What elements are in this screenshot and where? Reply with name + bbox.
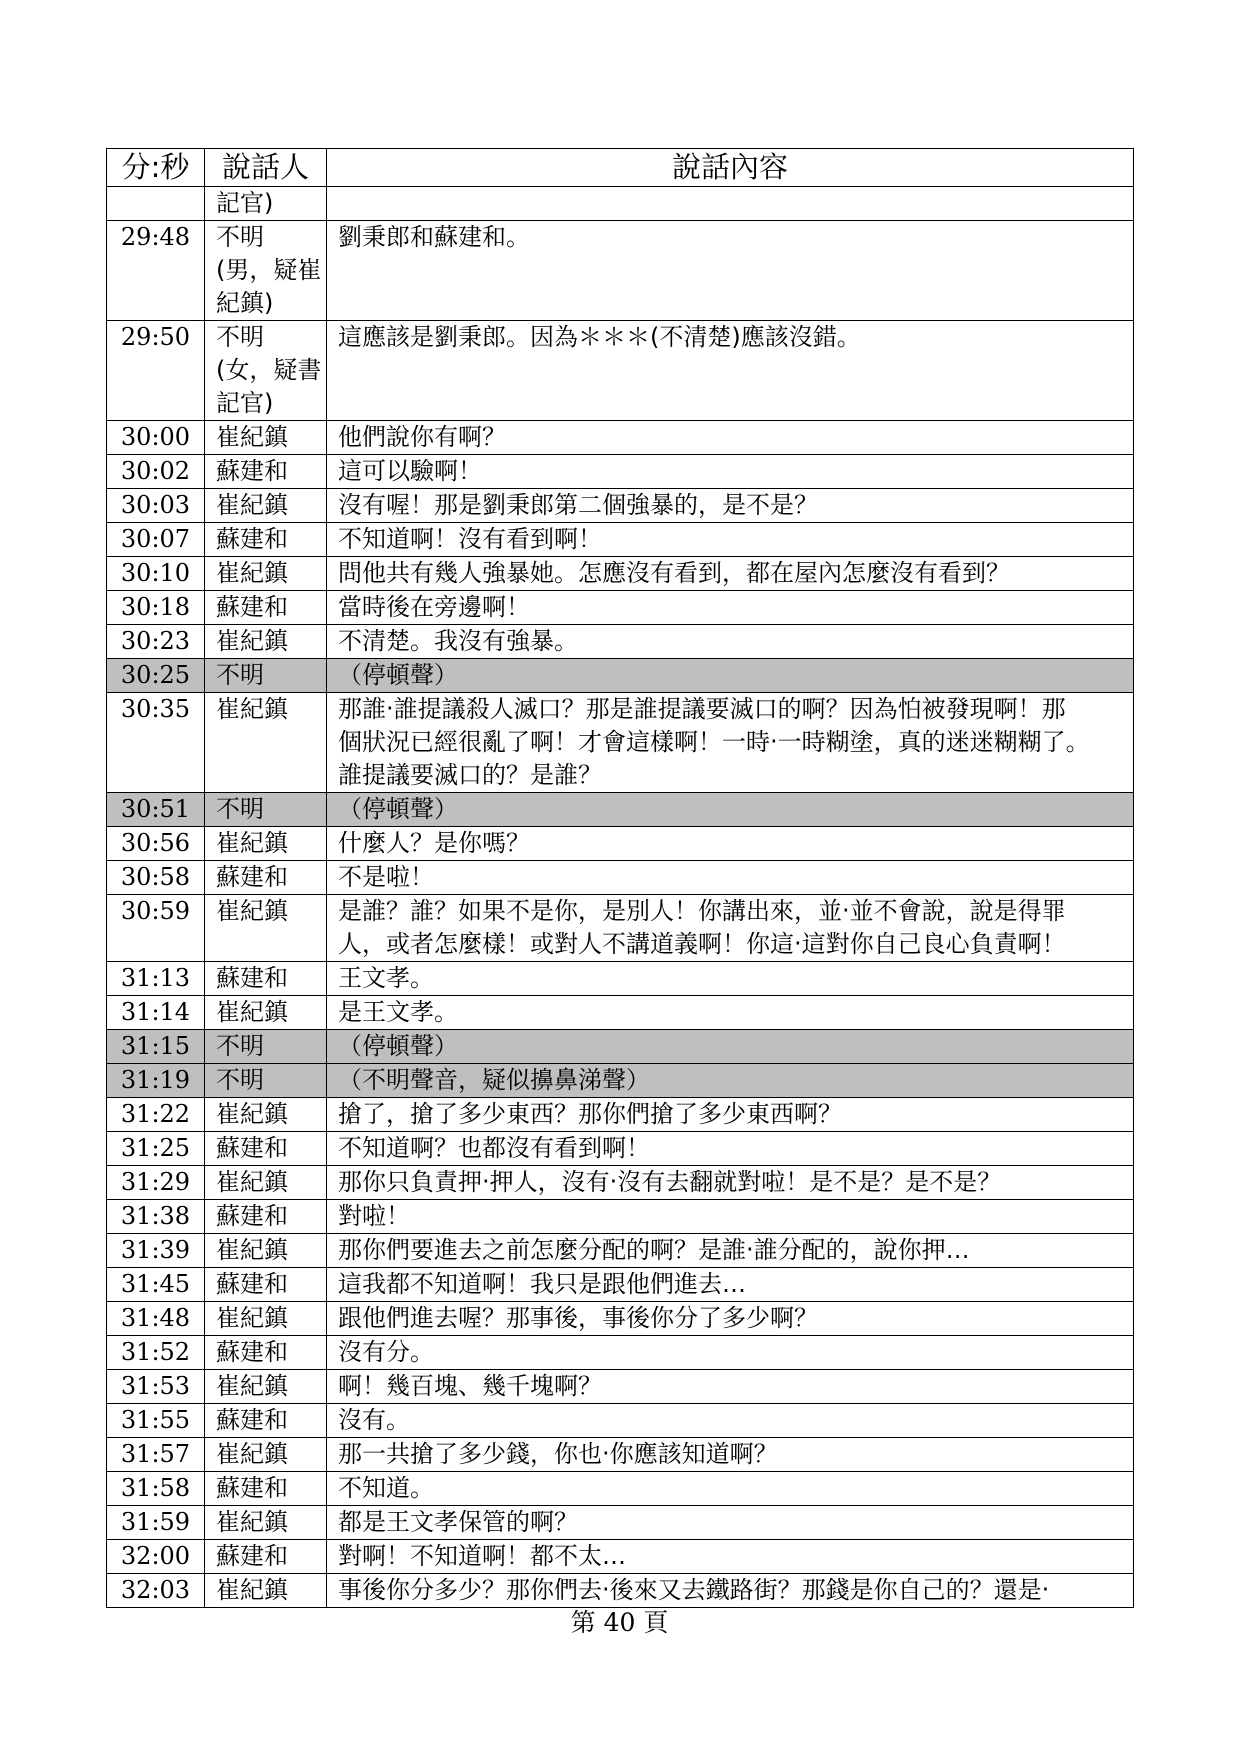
speaker-line: 崔紀鎮 [216, 1304, 288, 1332]
content-cell [327, 1200, 1134, 1234]
content-cell [327, 187, 1134, 221]
content-cell [327, 962, 1134, 996]
content-line: 他們說你有啊？ [338, 423, 506, 451]
content-line: 對啦！ [338, 1202, 410, 1230]
speaker-cell [205, 962, 327, 996]
time-cell: 30:58 [107, 861, 205, 895]
content-cell [327, 659, 1134, 693]
table-row [107, 1302, 1134, 1336]
speaker-cell [205, 625, 327, 659]
speaker-cell [205, 455, 327, 489]
speaker-line: 蘇建和 [216, 863, 288, 891]
speaker-line: 不明 [216, 223, 264, 251]
time-cell: 31:53 [107, 1370, 205, 1404]
speaker-cell [205, 1370, 327, 1404]
speaker-cell [205, 1200, 327, 1234]
content-cell [327, 1268, 1134, 1302]
speaker-cell [205, 1472, 327, 1506]
table-row [107, 1336, 1134, 1370]
speaker-cell [205, 1098, 327, 1132]
time-cell: 30:59 [107, 895, 205, 962]
content-cell [327, 1404, 1134, 1438]
content-cell [327, 625, 1134, 659]
table-row [107, 895, 1134, 962]
table-row [107, 1166, 1134, 1200]
speaker-line: 崔紀鎮 [216, 559, 288, 587]
speaker-line: 崔紀鎮 [216, 1168, 288, 1196]
time-cell: 30:10 [107, 557, 205, 591]
speaker-cell [205, 1132, 327, 1166]
table-row [107, 1268, 1134, 1302]
table-row [107, 557, 1134, 591]
header-content: 說話內容 [327, 149, 1134, 187]
time-cell: 30:25 [107, 659, 205, 693]
speaker-cell [205, 1064, 327, 1098]
time-cell: 30:51 [107, 793, 205, 827]
content-line: 那一共搶了多少錢，你也‧你應該知道啊？ [338, 1440, 778, 1468]
speaker-cell [205, 1166, 327, 1200]
speaker-line: 蘇建和 [216, 1542, 288, 1570]
speaker-line: 蘇建和 [216, 457, 288, 485]
content-cell [327, 1540, 1134, 1574]
content-cell [327, 1166, 1134, 1200]
content-line: （不明聲音，疑似擤鼻涕聲） [338, 1066, 650, 1094]
content-cell [327, 693, 1134, 793]
speaker-line: 記官) [216, 389, 274, 417]
header-time: 分:秒 [107, 149, 205, 187]
content-line: 這應該是劉秉郎。因為＊＊＊(不清楚)應該沒錯。 [338, 323, 861, 351]
content-line: 不知道啊？也都沒有看到啊！ [338, 1134, 650, 1162]
speaker-cell [205, 421, 327, 455]
content-line: 不知道。 [338, 1474, 434, 1502]
content-cell [327, 523, 1134, 557]
content-cell [327, 895, 1134, 962]
table-row [107, 455, 1134, 489]
content-line: 不清楚。我沒有強暴。 [338, 627, 578, 655]
speaker-line: 蘇建和 [216, 525, 288, 553]
speaker-line: 蘇建和 [216, 1202, 288, 1230]
content-cell [327, 1506, 1134, 1540]
time-cell: 31:48 [107, 1302, 205, 1336]
speaker-cell [205, 1268, 327, 1302]
speaker-line: 崔紀鎮 [216, 1236, 288, 1264]
speaker-cell [205, 591, 327, 625]
speaker-cell [205, 1540, 327, 1574]
speaker-line: 不明 [216, 795, 264, 823]
table-row [107, 187, 1134, 221]
table-row [107, 321, 1134, 421]
table-row [107, 1200, 1134, 1234]
speaker-line: 崔紀鎮 [216, 1508, 288, 1536]
time-cell: 30:07 [107, 523, 205, 557]
speaker-cell [205, 996, 327, 1030]
content-line: 那誰‧誰提議殺人滅口？那是誰提議要滅口的啊？因為怕被發現啊！那 [338, 695, 1066, 723]
time-cell: 30:18 [107, 591, 205, 625]
content-line: 不知道啊！沒有看到啊！ [338, 525, 602, 553]
content-line: 不是啦！ [338, 863, 434, 891]
content-line: 事後你分多少？那你們去‧後來又去鐵路街？那錢是你自己的？還是‧ [338, 1576, 1050, 1604]
content-cell [327, 1472, 1134, 1506]
content-cell [327, 793, 1134, 827]
speaker-line: 蘇建和 [216, 1338, 288, 1366]
content-line: 啊！幾百塊、幾千塊啊？ [338, 1372, 602, 1400]
table-row [107, 489, 1134, 523]
table-row [107, 693, 1134, 793]
speaker-cell [205, 1438, 327, 1472]
time-cell: 31:39 [107, 1234, 205, 1268]
table-row [107, 1506, 1134, 1540]
header-speaker: 說話人 [205, 149, 327, 187]
content-cell [327, 1030, 1134, 1064]
content-line: 對啊！不知道啊！都不太… [338, 1542, 626, 1570]
time-cell: 31:22 [107, 1098, 205, 1132]
speaker-cell [205, 693, 327, 793]
content-cell [327, 455, 1134, 489]
content-line: 當時後在旁邊啊！ [338, 593, 530, 621]
table-row [107, 793, 1134, 827]
content-cell [327, 321, 1134, 421]
speaker-line: 不明 [216, 1032, 264, 1060]
content-cell [327, 557, 1134, 591]
content-line: （停頓聲） [338, 661, 458, 689]
speaker-line: 蘇建和 [216, 1270, 288, 1298]
content-line: 劉秉郎和蘇建和。 [338, 223, 530, 251]
table-row [107, 1370, 1134, 1404]
time-cell: 31:29 [107, 1166, 205, 1200]
time-cell: 30:23 [107, 625, 205, 659]
speaker-cell [205, 1234, 327, 1268]
content-cell [327, 221, 1134, 321]
content-cell [327, 1370, 1134, 1404]
time-cell: 30:00 [107, 421, 205, 455]
speaker-line: 崔紀鎮 [216, 998, 288, 1026]
speaker-line: 崔紀鎮 [216, 1576, 288, 1604]
speaker-cell [205, 1404, 327, 1438]
time-cell: 31:45 [107, 1268, 205, 1302]
speaker-line: 蘇建和 [216, 593, 288, 621]
speaker-line: 崔紀鎮 [216, 423, 288, 451]
content-cell [327, 489, 1134, 523]
content-cell [327, 591, 1134, 625]
content-line: 人，或者怎麼樣！或對人不講道義啊！你這‧這對你自己良心負責啊！ [338, 930, 1066, 958]
speaker-line: 蘇建和 [216, 964, 288, 992]
speaker-cell [205, 861, 327, 895]
speaker-line: 蘇建和 [216, 1134, 288, 1162]
table-row [107, 1132, 1134, 1166]
content-line: 沒有分。 [338, 1338, 434, 1366]
time-cell: 31:38 [107, 1200, 205, 1234]
page-number: 第 40 頁 [570, 1608, 669, 1637]
table-row [107, 1234, 1134, 1268]
table-row [107, 996, 1134, 1030]
table-row [107, 1030, 1134, 1064]
content-line: 都是王文孝保管的啊？ [338, 1508, 578, 1536]
content-cell [327, 1098, 1134, 1132]
transcript-table [106, 148, 1134, 1608]
time-cell: 31:25 [107, 1132, 205, 1166]
table-row [107, 827, 1134, 861]
content-cell [327, 1438, 1134, 1472]
table-row [107, 523, 1134, 557]
time-cell: 32:03 [107, 1574, 205, 1608]
speaker-line: 崔紀鎮 [216, 897, 288, 925]
table-row [107, 1098, 1134, 1132]
time-cell: 31:55 [107, 1404, 205, 1438]
content-cell [327, 1234, 1134, 1268]
speaker-cell [205, 895, 327, 962]
speaker-cell [205, 321, 327, 421]
content-line: 什麼人？是你嗎？ [338, 829, 530, 857]
speaker-cell [205, 1336, 327, 1370]
content-line: 是王文孝。 [338, 998, 458, 1026]
time-cell: 30:03 [107, 489, 205, 523]
content-line: 搶了，搶了多少東西？那你們搶了多少東西啊？ [338, 1100, 842, 1128]
speaker-line: (男，疑崔 [216, 256, 322, 284]
time-cell: 31:15 [107, 1030, 205, 1064]
speaker-line: 紀鎮) [216, 289, 274, 317]
content-line: 個狀況已經很亂了啊！才會這樣啊！一時‧一時糊塗，真的迷迷糊糊了。 [338, 728, 1090, 756]
speaker-cell [205, 489, 327, 523]
time-cell: 30:02 [107, 455, 205, 489]
table-row [107, 1540, 1134, 1574]
speaker-cell [205, 557, 327, 591]
speaker-line: 崔紀鎮 [216, 829, 288, 857]
speaker-line: 崔紀鎮 [216, 695, 288, 723]
time-cell: 29:50 [107, 321, 205, 421]
speaker-line: 不明 [216, 1066, 264, 1094]
table-header-row [107, 149, 1134, 187]
speaker-cell [205, 221, 327, 321]
time-cell: 31:52 [107, 1336, 205, 1370]
time-cell: 31:59 [107, 1506, 205, 1540]
speaker-line: 崔紀鎮 [216, 491, 288, 519]
content-cell [327, 1302, 1134, 1336]
table-row [107, 625, 1134, 659]
content-line: 沒有。 [338, 1406, 410, 1434]
time-cell: 29:48 [107, 221, 205, 321]
time-cell [107, 187, 205, 221]
content-cell [327, 1336, 1134, 1370]
speaker-line: 崔紀鎮 [216, 1100, 288, 1128]
content-line: 那你們要進去之前怎麼分配的啊？是誰‧誰分配的，說你押… [338, 1236, 970, 1264]
time-cell: 30:56 [107, 827, 205, 861]
content-line: 那你只負責押‧押人，沒有‧沒有去翻就對啦！是不是？是不是？ [338, 1168, 1002, 1196]
content-line: （停頓聲） [338, 795, 458, 823]
content-cell [327, 1064, 1134, 1098]
time-cell: 31:58 [107, 1472, 205, 1506]
table-row [107, 591, 1134, 625]
content-line: 誰提議要滅口的？是誰？ [338, 761, 602, 789]
content-cell [327, 827, 1134, 861]
time-cell: 32:00 [107, 1540, 205, 1574]
table-row [107, 1404, 1134, 1438]
speaker-line: 不明 [216, 661, 264, 689]
content-cell [327, 861, 1134, 895]
table-row [107, 962, 1134, 996]
time-cell: 31:57 [107, 1438, 205, 1472]
table-row [107, 861, 1134, 895]
content-line: （停頓聲） [338, 1032, 458, 1060]
speaker-cell [205, 659, 327, 693]
speaker-line: 不明 [216, 323, 264, 351]
content-line [338, 187, 1127, 220]
speaker-line: (女，疑書 [216, 356, 322, 384]
content-line: 這可以驗啊！ [338, 457, 482, 485]
content-line: 問他共有幾人強暴她。怎應沒有看到，都在屋內怎麼沒有看到？ [338, 559, 1010, 587]
speaker-cell [205, 827, 327, 861]
speaker-line: 崔紀鎮 [216, 1372, 288, 1400]
time-cell: 31:14 [107, 996, 205, 1030]
table-body [107, 187, 1134, 1608]
speaker-cell [205, 793, 327, 827]
speaker-line: 崔紀鎮 [216, 1440, 288, 1468]
content-line: 跟他們進去喔？那事後，事後你分了多少啊？ [338, 1304, 818, 1332]
speaker-cell [205, 1302, 327, 1336]
content-line: 王文孝。 [338, 964, 434, 992]
table-row [107, 421, 1134, 455]
speaker-line: 崔紀鎮 [216, 627, 288, 655]
content-cell [327, 1132, 1134, 1166]
speaker-line: 記官) [216, 189, 274, 217]
content-line: 這我都不知道啊！我只是跟他們進去… [338, 1270, 746, 1298]
speaker-cell [205, 187, 327, 221]
time-cell: 31:13 [107, 962, 205, 996]
content-line: 是誰？誰？如果不是你，是別人！你講出來，並‧並不會說，說是得罪 [338, 897, 1066, 925]
speaker-line: 蘇建和 [216, 1406, 288, 1434]
table-row [107, 1472, 1134, 1506]
speaker-cell [205, 1506, 327, 1540]
content-line: 沒有喔！那是劉秉郎第二個強暴的，是不是？ [338, 491, 818, 519]
time-cell: 30:35 [107, 693, 205, 793]
content-cell [327, 996, 1134, 1030]
time-cell: 31:19 [107, 1064, 205, 1098]
content-cell [327, 421, 1134, 455]
speaker-line: 蘇建和 [216, 1474, 288, 1502]
speaker-cell [205, 1030, 327, 1064]
table-row [107, 1064, 1134, 1098]
table-row [107, 1438, 1134, 1472]
table-row [107, 659, 1134, 693]
table-row [107, 221, 1134, 321]
speaker-cell [205, 523, 327, 557]
